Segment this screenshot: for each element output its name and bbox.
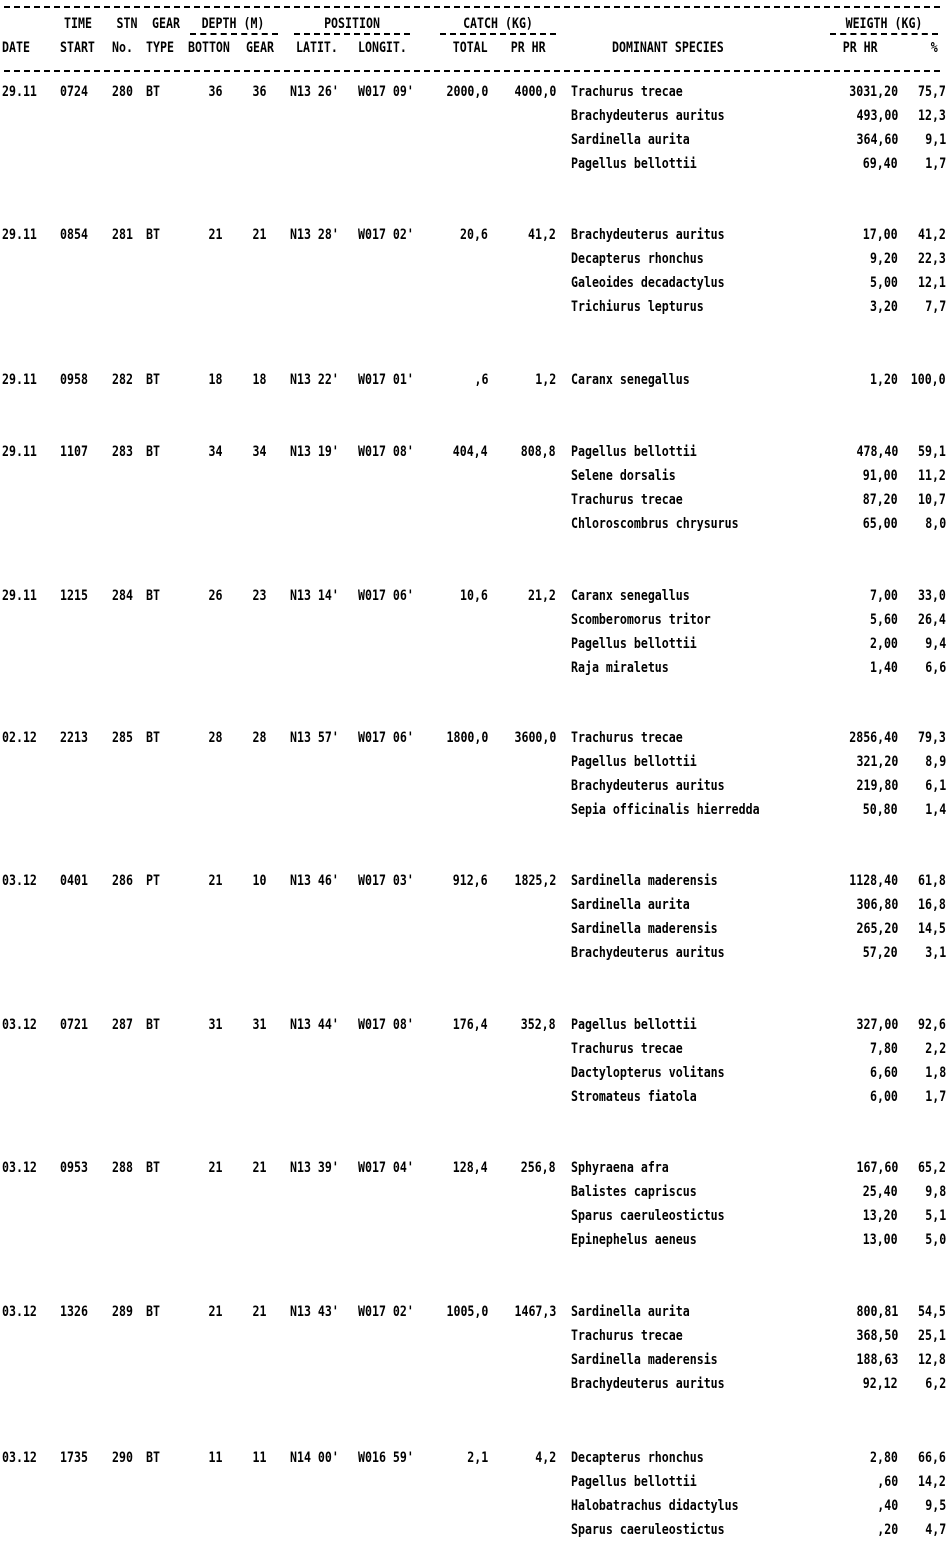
station-latitude: N13 46' xyxy=(290,873,339,889)
station-depth-gear: 10 xyxy=(252,873,266,889)
station-date: 03.12 xyxy=(2,1304,37,1320)
species-weight-per-hour: ,60 xyxy=(877,1474,898,1490)
station-start-time: 0721 xyxy=(60,1017,88,1033)
station-catch-per-hour: 1467,3 xyxy=(514,1304,556,1320)
species-name: Sepia officinalis hierredda xyxy=(571,802,760,818)
station-number: 281 xyxy=(112,227,133,243)
station-latitude: N13 57' xyxy=(290,730,339,746)
species-weight-per-hour: 321,20 xyxy=(856,754,898,770)
species-weight-per-hour: 3,20 xyxy=(870,299,898,315)
station-date: 03.12 xyxy=(2,1160,37,1176)
species-percent: 59,1 xyxy=(918,444,946,460)
station-catch-total: 176,4 xyxy=(453,1017,488,1033)
species-percent: 4,7 xyxy=(925,1522,946,1538)
station-depth-bottom: 28 xyxy=(208,730,222,746)
station-start-time: 1215 xyxy=(60,588,88,604)
station-gear-type: BT xyxy=(146,372,160,388)
species-weight-per-hour: 2,00 xyxy=(870,636,898,652)
station-date: 03.12 xyxy=(2,873,37,889)
species-name: Galeoides decadactylus xyxy=(571,275,725,291)
species-name: Stromateus fiatola xyxy=(571,1089,697,1105)
species-weight-per-hour: 306,80 xyxy=(856,897,898,913)
col-no-header: No. xyxy=(112,40,133,56)
species-weight-per-hour: 5,00 xyxy=(870,275,898,291)
species-weight-per-hour: 13,00 xyxy=(863,1232,898,1248)
species-percent: 33,0 xyxy=(918,588,946,604)
station-catch-total: 2,1 xyxy=(467,1450,488,1466)
col-gear-header: GEAR xyxy=(246,40,274,56)
species-name: Trachurus trecae xyxy=(571,1041,683,1057)
species-weight-per-hour: 368,50 xyxy=(856,1328,898,1344)
station-date: 03.12 xyxy=(2,1450,37,1466)
header-depth-label: DEPTH (M) xyxy=(201,16,265,32)
station-start-time: 1326 xyxy=(60,1304,88,1320)
species-percent: 3,1 xyxy=(925,945,946,961)
species-name: Chloroscombrus chrysurus xyxy=(571,516,739,532)
station-depth-bottom: 31 xyxy=(208,1017,222,1033)
species-weight-per-hour: 92,12 xyxy=(863,1376,898,1392)
depth-underline xyxy=(190,33,278,35)
station-start-time: 0401 xyxy=(60,873,88,889)
species-name: Pagellus bellottii xyxy=(571,444,697,460)
station-catch-per-hour: 1,2 xyxy=(535,372,556,388)
station-gear-type: BT xyxy=(146,588,160,604)
station-date: 02.12 xyxy=(2,730,37,746)
station-depth-bottom: 21 xyxy=(208,1304,222,1320)
station-catch-total: 1005,0 xyxy=(446,1304,488,1320)
species-percent: 9,5 xyxy=(925,1498,946,1514)
species-name: Sardinella maderensis xyxy=(571,921,718,937)
station-date: 29.11 xyxy=(2,84,37,100)
species-name: Brachydeuterus auritus xyxy=(571,227,725,243)
species-weight-per-hour: 2856,40 xyxy=(849,730,898,746)
col-longit-header: LONGIT. xyxy=(358,40,407,56)
species-percent: 6,1 xyxy=(925,778,946,794)
station-gear-type: BT xyxy=(146,1304,160,1320)
col-type-header: TYPE xyxy=(146,40,174,56)
species-name: Sparus caeruleostictus xyxy=(571,1522,725,1538)
species-weight-per-hour: 87,20 xyxy=(863,492,898,508)
species-percent: 26,4 xyxy=(918,612,946,628)
station-start-time: 0953 xyxy=(60,1160,88,1176)
station-gear-type: BT xyxy=(146,1017,160,1033)
species-name: Sardinella maderensis xyxy=(571,1352,718,1368)
species-name: Sardinella aurita xyxy=(571,1304,690,1320)
station-latitude: N13 39' xyxy=(290,1160,339,1176)
species-percent: 8,9 xyxy=(925,754,946,770)
catch-underline xyxy=(440,33,556,35)
species-percent: 12,1 xyxy=(918,275,946,291)
header-time-label: TIME xyxy=(64,16,92,32)
species-weight-per-hour: 1,40 xyxy=(870,660,898,676)
header-rule xyxy=(4,70,940,72)
station-depth-gear: 21 xyxy=(252,227,266,243)
species-percent: 9,4 xyxy=(925,636,946,652)
species-name: Sparus caeruleostictus xyxy=(571,1208,725,1224)
col-dominant-species-header: DOMINANT SPECIES xyxy=(612,40,724,56)
position-underline xyxy=(294,33,410,35)
station-depth-bottom: 34 xyxy=(208,444,222,460)
station-catch-total: 2000,0 xyxy=(446,84,488,100)
species-percent: 10,7 xyxy=(918,492,946,508)
species-percent: 1,7 xyxy=(925,1089,946,1105)
station-depth-gear: 28 xyxy=(252,730,266,746)
species-weight-per-hour: 478,40 xyxy=(856,444,898,460)
species-name: Trachurus trecae xyxy=(571,84,683,100)
species-weight-per-hour: 493,00 xyxy=(856,108,898,124)
station-longitude: W017 04' xyxy=(358,1160,414,1176)
species-percent: 9,1 xyxy=(925,132,946,148)
station-latitude: N13 43' xyxy=(290,1304,339,1320)
species-name: Halobatrachus didactylus xyxy=(571,1498,739,1514)
species-percent: 1,4 xyxy=(925,802,946,818)
species-percent: 79,3 xyxy=(918,730,946,746)
species-percent: 8,0 xyxy=(925,516,946,532)
species-weight-per-hour: 3031,20 xyxy=(849,84,898,100)
station-catch-per-hour: 256,8 xyxy=(521,1160,556,1176)
station-start-time: 0724 xyxy=(60,84,88,100)
species-weight-per-hour: ,40 xyxy=(877,1498,898,1514)
station-catch-per-hour: 3600,0 xyxy=(514,730,556,746)
weigth-underline xyxy=(830,33,938,35)
station-catch-total: 20,6 xyxy=(460,227,488,243)
species-percent: 6,6 xyxy=(925,660,946,676)
col-percent-header: % xyxy=(931,40,938,56)
species-weight-per-hour: 6,00 xyxy=(870,1089,898,1105)
species-name: Decapterus rhonchus xyxy=(571,1450,704,1466)
species-weight-per-hour: 188,63 xyxy=(856,1352,898,1368)
species-weight-per-hour: 6,60 xyxy=(870,1065,898,1081)
species-name: Sardinella aurita xyxy=(571,132,690,148)
header-stn-label: STN xyxy=(116,16,138,32)
top-rule xyxy=(4,6,940,8)
station-depth-bottom: 26 xyxy=(208,588,222,604)
station-date: 29.11 xyxy=(2,588,37,604)
col-total-header: TOTAL xyxy=(453,40,488,56)
species-name: Trichiurus lepturus xyxy=(571,299,704,315)
station-depth-bottom: 36 xyxy=(208,84,222,100)
station-depth-gear: 21 xyxy=(252,1160,266,1176)
station-longitude: W017 09' xyxy=(358,84,414,100)
species-name: Epinephelus aeneus xyxy=(571,1232,697,1248)
station-longitude: W017 08' xyxy=(358,444,414,460)
species-name: Pagellus bellottii xyxy=(571,1017,697,1033)
station-latitude: N13 14' xyxy=(290,588,339,604)
station-depth-bottom: 21 xyxy=(208,1160,222,1176)
species-name: Raja miraletus xyxy=(571,660,669,676)
station-depth-gear: 34 xyxy=(252,444,266,460)
station-gear-type: PT xyxy=(146,873,160,889)
species-percent: 1,8 xyxy=(925,1065,946,1081)
species-percent: 7,7 xyxy=(925,299,946,315)
station-gear-type: BT xyxy=(146,730,160,746)
species-name: Caranx senegallus xyxy=(571,588,690,604)
station-latitude: N13 26' xyxy=(290,84,339,100)
species-weight-per-hour: 800,81 xyxy=(856,1304,898,1320)
station-catch-per-hour: 4,2 xyxy=(535,1450,556,1466)
station-number: 282 xyxy=(112,372,133,388)
species-percent: 92,6 xyxy=(918,1017,946,1033)
species-name: Decapterus rhonchus xyxy=(571,251,704,267)
station-depth-bottom: 21 xyxy=(208,873,222,889)
station-catch-total: 10,6 xyxy=(460,588,488,604)
station-number: 288 xyxy=(112,1160,133,1176)
species-name: Scomberomorus tritor xyxy=(571,612,711,628)
station-date: 29.11 xyxy=(2,372,37,388)
species-percent: 54,5 xyxy=(918,1304,946,1320)
species-name: Trachurus trecae xyxy=(571,730,683,746)
station-catch-total: 912,6 xyxy=(453,873,488,889)
station-number: 283 xyxy=(112,444,133,460)
species-weight-per-hour: 13,20 xyxy=(863,1208,898,1224)
station-date: 29.11 xyxy=(2,444,37,460)
species-weight-per-hour: 167,60 xyxy=(856,1160,898,1176)
station-start-time: 0854 xyxy=(60,227,88,243)
station-latitude: N13 22' xyxy=(290,372,339,388)
species-weight-per-hour: ,20 xyxy=(877,1522,898,1538)
species-name: Pagellus bellottii xyxy=(571,754,697,770)
species-percent: 5,1 xyxy=(925,1208,946,1224)
station-catch-per-hour: 352,8 xyxy=(521,1017,556,1033)
station-gear-type: BT xyxy=(146,1160,160,1176)
station-catch-total: 404,4 xyxy=(453,444,488,460)
species-name: Sardinella aurita xyxy=(571,897,690,913)
station-number: 289 xyxy=(112,1304,133,1320)
station-latitude: N13 19' xyxy=(290,444,339,460)
species-weight-per-hour: 65,00 xyxy=(863,516,898,532)
station-longitude: W017 02' xyxy=(358,1304,414,1320)
station-longitude: W017 03' xyxy=(358,873,414,889)
species-name: Trachurus trecae xyxy=(571,1328,683,1344)
station-start-time: 1735 xyxy=(60,1450,88,1466)
species-name: Sardinella maderensis xyxy=(571,873,718,889)
species-percent: 65,2 xyxy=(918,1160,946,1176)
station-catch-per-hour: 1825,2 xyxy=(514,873,556,889)
species-percent: 75,7 xyxy=(918,84,946,100)
species-weight-per-hour: 5,60 xyxy=(870,612,898,628)
station-number: 290 xyxy=(112,1450,133,1466)
species-percent: 12,8 xyxy=(918,1352,946,1368)
col-weigth-prhr-header: PR HR xyxy=(843,40,878,56)
species-percent: 14,2 xyxy=(918,1474,946,1490)
station-longitude: W017 08' xyxy=(358,1017,414,1033)
col-start-header: START xyxy=(60,40,95,56)
col-botton-header: BOTTON xyxy=(188,40,230,56)
species-weight-per-hour: 69,40 xyxy=(863,156,898,172)
species-weight-per-hour: 7,00 xyxy=(870,588,898,604)
station-date: 03.12 xyxy=(2,1017,37,1033)
species-name: Pagellus bellottii xyxy=(571,1474,697,1490)
header-weigth-label: WEIGTH (KG) xyxy=(845,16,923,32)
station-depth-gear: 11 xyxy=(252,1450,266,1466)
station-depth-gear: 21 xyxy=(252,1304,266,1320)
species-weight-per-hour: 7,80 xyxy=(870,1041,898,1057)
species-weight-per-hour: 1,20 xyxy=(870,372,898,388)
species-percent: 41,2 xyxy=(918,227,946,243)
species-weight-per-hour: 364,60 xyxy=(856,132,898,148)
station-catch-per-hour: 21,2 xyxy=(528,588,556,604)
station-depth-bottom: 11 xyxy=(208,1450,222,1466)
species-name: Sphyraena afra xyxy=(571,1160,669,1176)
species-name: Dactylopterus volitans xyxy=(571,1065,725,1081)
col-date-header: DATE xyxy=(2,40,30,56)
station-depth-gear: 31 xyxy=(252,1017,266,1033)
header-position-label: POSITION xyxy=(324,16,380,32)
station-gear-type: BT xyxy=(146,227,160,243)
station-latitude: N14 00' xyxy=(290,1450,339,1466)
station-start-time: 1107 xyxy=(60,444,88,460)
station-catch-total: 128,4 xyxy=(453,1160,488,1176)
species-name: Brachydeuterus auritus xyxy=(571,1376,725,1392)
col-catch-prhr-header: PR HR xyxy=(511,40,546,56)
species-weight-per-hour: 1128,40 xyxy=(849,873,898,889)
station-longitude: W017 02' xyxy=(358,227,414,243)
station-longitude: W017 06' xyxy=(358,730,414,746)
station-start-time: 0958 xyxy=(60,372,88,388)
species-percent: 16,8 xyxy=(918,897,946,913)
station-number: 286 xyxy=(112,873,133,889)
species-name: Brachydeuterus auritus xyxy=(571,945,725,961)
species-weight-per-hour: 25,40 xyxy=(863,1184,898,1200)
station-depth-gear: 18 xyxy=(252,372,266,388)
species-weight-per-hour: 327,00 xyxy=(856,1017,898,1033)
station-catch-total: ,6 xyxy=(474,372,488,388)
station-depth-bottom: 18 xyxy=(208,372,222,388)
station-gear-type: BT xyxy=(146,84,160,100)
station-depth-gear: 23 xyxy=(252,588,266,604)
species-weight-per-hour: 219,80 xyxy=(856,778,898,794)
species-name: Pagellus bellottii xyxy=(571,156,697,172)
station-number: 285 xyxy=(112,730,133,746)
species-weight-per-hour: 91,00 xyxy=(863,468,898,484)
species-weight-per-hour: 9,20 xyxy=(870,251,898,267)
station-number: 284 xyxy=(112,588,133,604)
species-percent: 25,1 xyxy=(918,1328,946,1344)
species-percent: 1,7 xyxy=(925,156,946,172)
species-name: Brachydeuterus auritus xyxy=(571,778,725,794)
station-gear-type: BT xyxy=(146,1450,160,1466)
species-name: Pagellus bellottii xyxy=(571,636,697,652)
species-percent: 6,2 xyxy=(925,1376,946,1392)
station-depth-bottom: 21 xyxy=(208,227,222,243)
header-catch-label: CATCH (KG) xyxy=(463,16,533,32)
species-percent: 22,3 xyxy=(918,251,946,267)
station-gear-type: BT xyxy=(146,444,160,460)
station-depth-gear: 36 xyxy=(252,84,266,100)
station-start-time: 2213 xyxy=(60,730,88,746)
species-name: Trachurus trecae xyxy=(571,492,683,508)
species-weight-per-hour: 265,20 xyxy=(856,921,898,937)
species-weight-per-hour: 50,80 xyxy=(863,802,898,818)
station-latitude: N13 44' xyxy=(290,1017,339,1033)
header-gear-label: GEAR xyxy=(152,16,180,32)
species-percent: 5,0 xyxy=(925,1232,946,1248)
station-longitude: W017 01' xyxy=(358,372,414,388)
station-number: 287 xyxy=(112,1017,133,1033)
species-weight-per-hour: 17,00 xyxy=(863,227,898,243)
species-percent: 61,8 xyxy=(918,873,946,889)
species-name: Selene dorsalis xyxy=(571,468,676,484)
species-percent: 9,8 xyxy=(925,1184,946,1200)
species-percent: 11,2 xyxy=(918,468,946,484)
species-weight-per-hour: 2,80 xyxy=(870,1450,898,1466)
station-latitude: N13 28' xyxy=(290,227,339,243)
station-date: 29.11 xyxy=(2,227,37,243)
species-name: Caranx senegallus xyxy=(571,372,690,388)
species-name: Brachydeuterus auritus xyxy=(571,108,725,124)
col-latit-header: LATIT. xyxy=(296,40,338,56)
species-name: Balistes capriscus xyxy=(571,1184,697,1200)
station-number: 280 xyxy=(112,84,133,100)
station-longitude: W017 06' xyxy=(358,588,414,604)
station-catch-per-hour: 808,8 xyxy=(521,444,556,460)
species-weight-per-hour: 57,20 xyxy=(863,945,898,961)
station-catch-total: 1800,0 xyxy=(446,730,488,746)
station-longitude: W016 59' xyxy=(358,1450,414,1466)
species-percent: 14,5 xyxy=(918,921,946,937)
species-percent: 100,0 xyxy=(911,372,946,388)
species-percent: 12,3 xyxy=(918,108,946,124)
species-percent: 2,2 xyxy=(925,1041,946,1057)
station-catch-per-hour: 41,2 xyxy=(528,227,556,243)
station-catch-per-hour: 4000,0 xyxy=(514,84,556,100)
species-percent: 66,6 xyxy=(918,1450,946,1466)
